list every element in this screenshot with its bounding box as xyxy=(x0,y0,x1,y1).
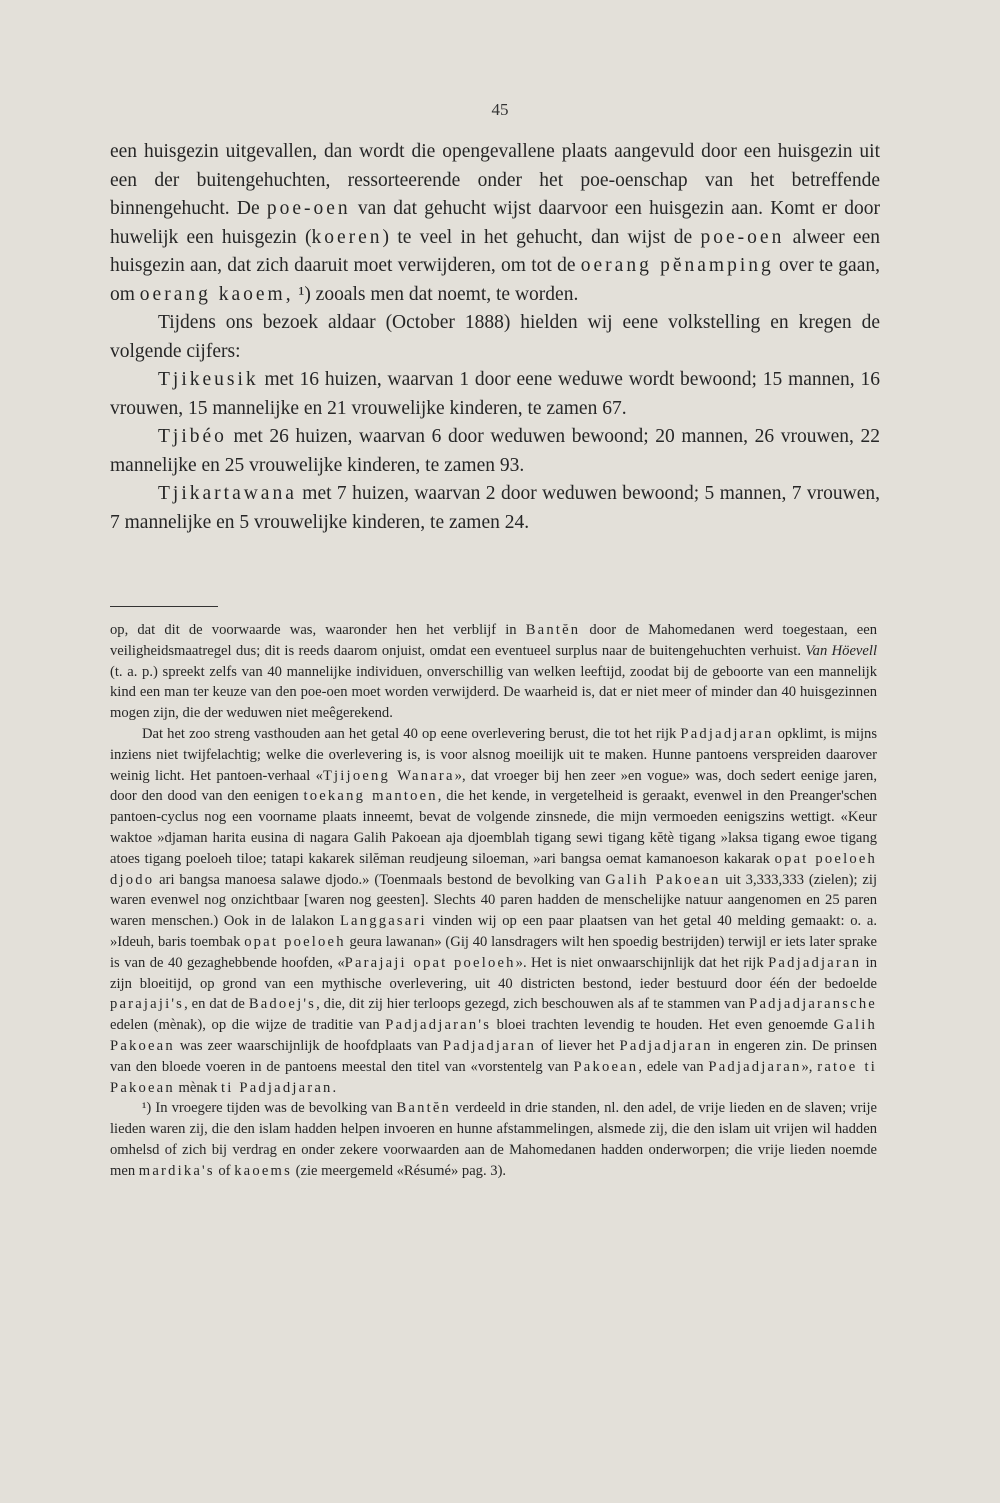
main-text xyxy=(110,138,880,537)
text-run: », dat vroeger bij hen zeer »en vogue» was, doch sedert eenige jaren, door den dood van den eenigen xyxy=(110,767,878,805)
text-run: in zijn bloeitijd, op grond van een mythische overlevering, uit 40 districten bestond, ieder bestuurd door één der bedoelde xyxy=(110,954,878,992)
text-run: met 16 huizen, waarvan 1 door eene weduwe wordt bewoond; 15 mannen, 16 vrouwen, 15 mannelijke en 21 vrouwelijke kinderen, te zamen 67. xyxy=(110,369,880,419)
body-paragraph xyxy=(110,309,880,366)
text-run: een huisgezin uitgevallen, dan wordt die opengevallene plaats aangevuld door een huisgezin uit een der buitengehuchten, ressorteerende onder het poe-oenschap van het betreffende binnengehucht. De xyxy=(110,141,880,219)
text-run: geura lawanan» (Gij 40 lansdragers wilt hen spoedig bestrijden) terwijl er iets later sprake is van de 40 gezaghebbende hoofden, « xyxy=(110,933,877,971)
text-run: in engeren zin. De prinsen van den bloede voeren in de pantoens meestal den titel van «vorstentelg van xyxy=(110,1037,877,1075)
spaced-term: parajaji's xyxy=(110,996,185,1013)
text-run: of xyxy=(214,1162,235,1179)
spaced-term: Tjibéo xyxy=(158,426,227,447)
spaced-term: Bantĕn xyxy=(396,1100,452,1117)
spaced-term: Tjikartawana xyxy=(158,483,297,504)
text-run: van dat gehucht wijst daarvoor een huisgezin aan. Komt er door huwelijk een huisgezin ( xyxy=(110,198,880,248)
text-run: , die, dit zij hier terloops gezegd, zich beschouwen als af te stammen van xyxy=(316,996,750,1013)
text-run: ». Het is niet onwaarschijnlijk dat het rijk xyxy=(515,954,769,971)
spaced-term: koeren xyxy=(311,226,383,248)
text-run: ari bangsa manoesa salawe djodo.» (Toenmaals bestond de bevolking van xyxy=(154,871,606,888)
text-run: of liever het xyxy=(536,1037,620,1054)
text-run: », xyxy=(801,1058,818,1075)
spaced-term: mardika's xyxy=(138,1162,215,1179)
text-run: vinden wij op een paar plaatsen van het getal 40 melding gemaakt: o. a. »Ideuh, baris toembak xyxy=(110,913,877,950)
footnotes xyxy=(110,620,877,1182)
body-paragraph xyxy=(110,366,880,423)
italic-citation: Van Höevell xyxy=(805,642,877,659)
footnote-paragraph xyxy=(110,724,877,1098)
text-run: bloei trachten levendig te houden. Het even genoemde xyxy=(491,1017,834,1034)
text-run: ) te veel in het gehucht, dan wijst de xyxy=(382,226,701,248)
spaced-term: poe-oen xyxy=(700,226,785,248)
spaced-term: Bantĕn xyxy=(525,622,581,638)
spaced-term: opat poeloeh djodo xyxy=(110,850,877,888)
spaced-term: Tjijoeng Wanara xyxy=(322,767,455,784)
body-paragraph xyxy=(110,480,880,537)
spaced-term: Parajaji opat poeloeh xyxy=(344,954,516,971)
text-run: (t. a. p.) spreekt zelfs van 40 mannelijke individuen, onverschillig van welken leeftijd, zoodat bij de geboorte van een mannelijk kind een man ter keuze van den poe-oen moet worden verwijderd. De waarheid is, dat er niet meer of minder dan 40 huisgezinnen mogen zijn, die der weduwen niet meêgerekend. xyxy=(110,663,877,722)
text-run: uit 3,333,333 (zielen); zij waren evenwel nog onzichtbaar [waren nog geesten]. Slechts 40 paren hadden de menschelijke natuur aangenomen en 25 paren waren menschen.) Ook in de lalakon xyxy=(110,871,877,930)
text-run: over te gaan, om xyxy=(110,255,880,305)
text-run: met 26 huizen, waarvan 6 door weduwen bewoond; 20 mannen, 26 vrouwen, 22 mannelijke en 25 vrouwelijke kinderen, te zamen 93. xyxy=(110,426,880,476)
spaced-term: Pakoean xyxy=(573,1058,639,1075)
text-run: verdeeld in drie standen, nl. den adel, de vrije lieden en de slaven; vrije lieden waren zij, die den islam hadden helpen invoeren en hunne afstammelingen, alsmede zij, die den islam uit vrijen wil hadden omhelsd of zich bij verdrag en onder zekere voorwaarden aan de Mahomedanen hadden onderworpen; die vrije lieden noemde men xyxy=(110,1100,877,1179)
spaced-term: toekang mantoen xyxy=(303,788,438,805)
spaced-term: Badoej's xyxy=(248,996,317,1013)
text-run: mènak xyxy=(174,1079,222,1096)
body-paragraph xyxy=(110,423,880,480)
text-run: , edele van xyxy=(638,1058,709,1075)
spaced-term: Padjadjaran xyxy=(619,1037,713,1054)
text-run: op, dat dit de voorwaarde was, waaronder hen het verblijf in xyxy=(110,622,526,638)
spaced-term: Padjadjaran xyxy=(708,1058,802,1075)
text-run: ¹) In vroegere tijden was de bevolking van xyxy=(142,1100,397,1117)
text-run: ¹) zooals men dat noemt, te worden. xyxy=(293,283,579,305)
body-paragraph xyxy=(110,138,880,309)
spaced-term: Galih Pakoean xyxy=(110,1017,877,1054)
text-run: door de Mahomedanen werd toegestaan, een veiligheidsmaatregel dus; dit is reeds daarom onjuist, omdat een eventueel surplus naar de buitengehuchten verhuist. xyxy=(110,622,877,659)
spaced-term: Galih Pakoean xyxy=(605,871,721,888)
text-run: Tijdens ons bezoek aldaar (October 1888) hielden wij eene volkstelling en kregen de volgende cijfers: xyxy=(110,312,880,362)
spaced-term: Padjadjaransche xyxy=(749,996,877,1013)
spaced-term: oerang pĕnamping xyxy=(580,255,774,276)
text-run: , die het kende, in vergetelheid is geraakt, evenwel in den Preanger'schen pantoen-cyclus nog een voorname plaats inneemt, bevat de volgende zinsnede, die mijn vermoeden eenigszins wettigt. «Keur waktoe »djaman harita eusina di nagara Galih Pakoean aja djoemblah tigang sewi tigang kĕtè tigang »laksa tigang ewoe tigang atoes tigang poeloeh tiloe; tatapi kakarek silĕman reudjeung siloeman, »ari bangsa oemat kamanoeson kakarak xyxy=(110,788,877,867)
spaced-term: ti Padjadjaran xyxy=(221,1079,333,1096)
spaced-term: kaoems xyxy=(234,1162,292,1179)
spaced-term: Padjadjaran xyxy=(768,954,862,971)
text-run: opklimt, is mijns inziens niet twijfelachtig; welke die overlevering is, is voor alsnog moeilijk uit te maken. Hunne pantoens verspreiden daarover weinig licht. Het pantoen-verhaal « xyxy=(110,725,877,784)
text-run: met 7 huizen, waarvan 2 door weduwen bewoond; 5 mannen, 7 vrouwen, 7 mannelijke en 5 vrouwelijke kinderen, te zamen 24. xyxy=(110,483,880,533)
page-number: 45 xyxy=(491,100,509,119)
spaced-term: opat poeloeh xyxy=(244,933,346,950)
text-run: was zeer waarschijnlijk de hoofdplaats van xyxy=(174,1037,443,1054)
text-run: . xyxy=(332,1079,337,1096)
footnote-paragraph xyxy=(110,620,877,724)
spaced-term: ratoe ti Pakoean xyxy=(110,1058,878,1096)
footnote-separator xyxy=(110,606,218,607)
spaced-term: oerang kaoem, xyxy=(139,283,294,305)
text-run: , en dat de xyxy=(184,996,249,1013)
spaced-term: poe-oen xyxy=(266,198,351,219)
spaced-term: Padjadjaran xyxy=(680,725,774,742)
text-run: edelen (mènak), op die wijze de traditie van xyxy=(110,1017,386,1034)
spaced-term: Langgasari xyxy=(339,913,427,930)
spaced-term: Padjadjaran's xyxy=(385,1017,492,1034)
text-run: Dat het zoo streng vasthouden aan het getal 40 op eene overlevering berust, die tot het rijk xyxy=(142,725,681,742)
text-run: alweer een huisgezin aan, dat zich daaruit moet verwijderen, om tot de xyxy=(110,226,880,276)
spaced-term: Padjadjaran xyxy=(442,1037,537,1054)
text-run: (zie meergemeld «Résumé» pag. 3). xyxy=(291,1162,507,1179)
spaced-term: Tjikeusik xyxy=(158,369,259,390)
footnote-paragraph xyxy=(110,1098,877,1181)
